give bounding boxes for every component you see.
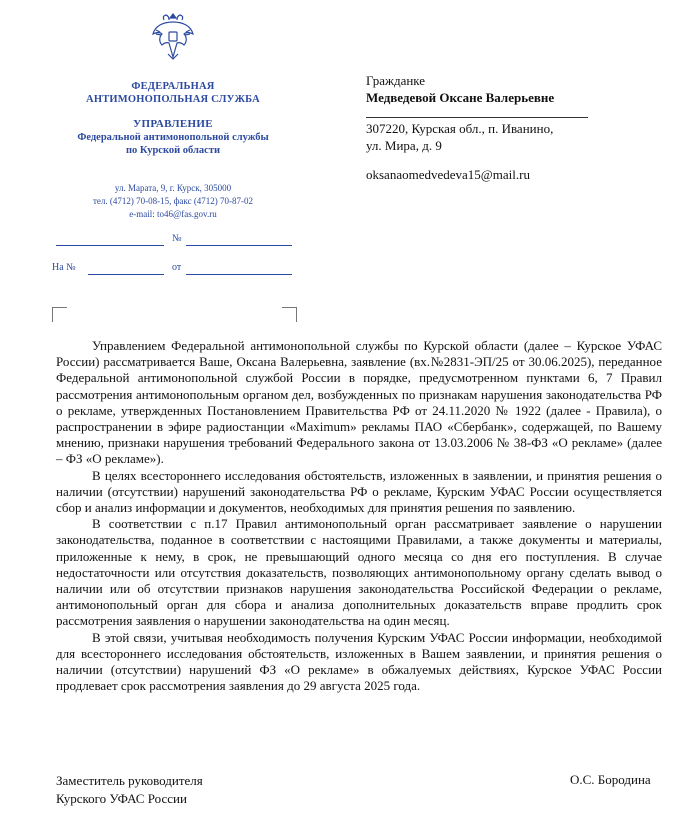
position-line1: Заместитель руководителя [56, 773, 203, 788]
recipient-address-line1: 307220, Курская обл., п. Иванино, [366, 121, 554, 136]
coat-of-arms-icon [150, 10, 196, 62]
recipient-name: Медведевой Оксане Валерьевне [366, 90, 555, 105]
agency-name [60, 80, 286, 106]
dept-line1: Федеральной антимонопольной службы [77, 132, 269, 143]
paragraph-1: Управлением Федеральной антимонопольной службы по Курской области (далее – Курское УФАС России) рассматривается Ваше, Оксана Валерьевна, заявление (вх.№2831-ЭП/25 от 30.06.2025), переданное Федеральной антимонопольной службой России в порядке, предусмотренном пунктами 6, 7 Правил рассмотрения антимонопольным органом дел, возбужденных по признакам нарушения законодательства РФ о рекламе, утвержденных Постановлением Правительства РФ от 24.11.2020 № 1922 (далее - Правила), о распространении в эфире радиостанции «Maximum» рекламы ПАО «Сбербанк», содержащей, по Вашему мнению, признаки нарушения требований Федерального закона от 13.03.2006 № 38-ФЗ «О рекламе» (далее – ФЗ «О рекламе»). [56, 338, 662, 467]
corner-bracket-right [282, 307, 297, 322]
signatory-name: О.С. Бородина [570, 772, 651, 787]
recipient-email: oksanaomedvedeva15@mail.ru [366, 167, 530, 182]
department-name [40, 118, 306, 157]
dept-line2: по Курской области [125, 145, 221, 156]
corner-bracket-left [52, 307, 67, 322]
paragraph-4: В этой связи, учитывая необходимость получения Курским УФАС России информации, необходимой для всестороннего исследования обстоятельств, изложенных в Вашем заявлении, и принятия решения о наличии (отсутствии) нарушений ФЗ «О рекламе» в обжалуемых действиях, Курское УФАС России продлевает срок рассмотрения заявления до 29 августа 2025 года. [56, 629, 662, 694]
incoming-date-line [186, 274, 292, 275]
address-line1: ул. Марата, 9, г. Курск, 305000 [114, 183, 232, 193]
incoming-number-line [88, 274, 164, 275]
number-sign: № [172, 233, 182, 244]
na-label: На № [52, 262, 76, 273]
paragraph-2: В целях всестороннего исследования обстоятельств, изложенных в заявлении, и принятия решения о наличии (отсутствии) нарушений законодательства РФ о рекламе, Курским УФАС России осуществляется сбор и анализ информации и документов, необходимых для принятия решения по заявлению. [56, 467, 662, 516]
recipient-address-line2: ул. Мира, д. 9 [366, 138, 442, 153]
agency-line2: АНТИМОНОПОЛЬНАЯ СЛУЖБА [86, 94, 260, 105]
ot-label: от [172, 262, 182, 273]
address-line3: e-mail: to46@fas.gov.ru [129, 209, 217, 219]
address-line2: тел. (4712) 70-08-15, факс (4712) 70-87-02 [92, 196, 254, 206]
recipient-address [366, 120, 606, 154]
recipient-salutation: Гражданке [366, 73, 426, 88]
agency-line1: ФЕДЕРАЛЬНАЯ [131, 81, 215, 92]
dept-title: УПРАВЛЕНИЕ [133, 118, 213, 130]
position-line2: Курского УФАС России [56, 791, 187, 806]
signatory-position [56, 772, 203, 808]
letter-body [56, 338, 662, 694]
outgoing-number-line [186, 245, 292, 246]
outgoing-date-line [56, 245, 164, 246]
agency-address [40, 182, 306, 221]
paragraph-3: В соответствии с п.17 Правил антимонопольный орган рассматривает заявление о нарушении законодательства, поданное в соответствии с настоящими Правилами, а также документы и материалы, приложенные к нему, в срок, не превышающий одного месяца со дня его поступления. В случае недостаточности или отсутствия доказательств, позволяющих антимонопольному органу сделать вывод о наличии или об отсутствии признаков нарушения законодательства Российской Федерации о рекламе, антимонопольный орган для сбора и анализа дополнительных доказательств вправе продлить срок рассмотрения заявления о нарушении законодательства на один месяц. [56, 516, 662, 629]
recipient-block [366, 72, 596, 106]
recipient-divider [366, 117, 588, 118]
